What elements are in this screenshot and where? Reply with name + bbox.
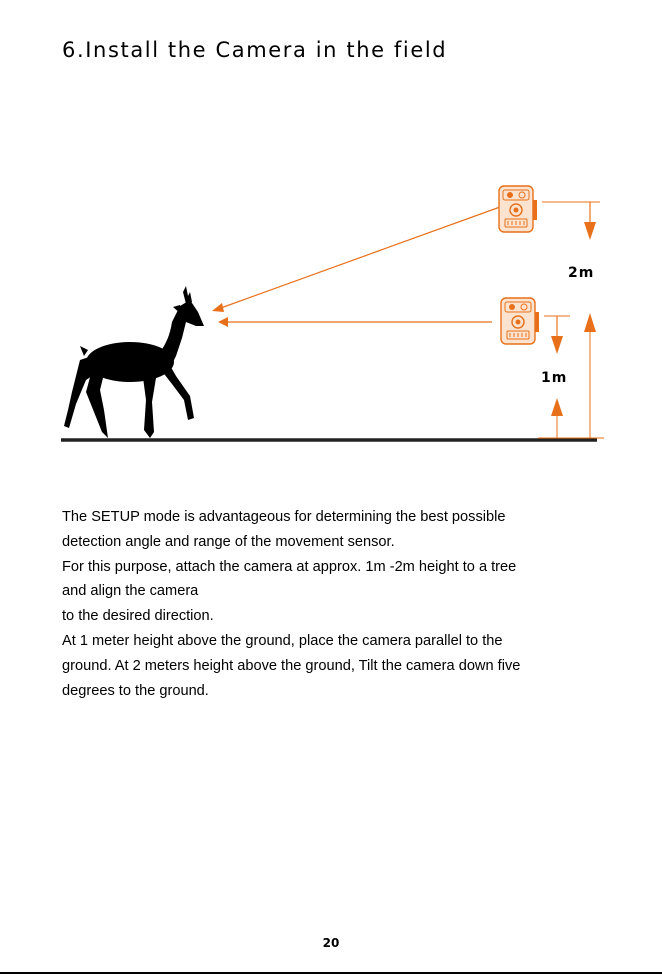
dimension-arrow-down-2m (584, 222, 596, 240)
height-label-1m: 1m (541, 370, 568, 386)
dimension-arrow-up-2m (584, 313, 596, 332)
dimension-arrow-up-1m (551, 398, 563, 416)
trail-camera-icon (501, 298, 539, 344)
instruction-line: degrees to the ground. (62, 682, 209, 699)
instruction-line: The SETUP mode is advantageous for determining the best possible (62, 509, 506, 525)
instructions-text (62, 505, 622, 703)
dimension-arrow-down-1m (551, 336, 563, 354)
instruction-line: ground. At 2 meters height above the ground, Tilt the camera down five (62, 657, 521, 674)
instruction-line: and align the camera (62, 583, 199, 600)
instruction-line: detection angle and range of the movement sensor. (62, 533, 395, 550)
page-number: 20 (322, 936, 340, 950)
instruction-line: At 1 meter height above the ground, place the camera parallel to the (62, 632, 503, 649)
bottom-rule (0, 972, 662, 974)
arrow-head-lower (218, 317, 228, 327)
camera-placement-diagram (0, 0, 662, 460)
instruction-line: For this purpose, attach the camera at approx. 1m -2m height to a tree (62, 558, 517, 575)
deer-silhouette-icon (64, 286, 204, 438)
height-label-2m: 2m (568, 265, 595, 281)
trail-camera-icon (499, 186, 537, 232)
instruction-line: to the desired direction. (62, 608, 214, 625)
arrow-head-upper (212, 303, 224, 312)
page-title: 6.Install the Camera in the field (62, 38, 448, 62)
